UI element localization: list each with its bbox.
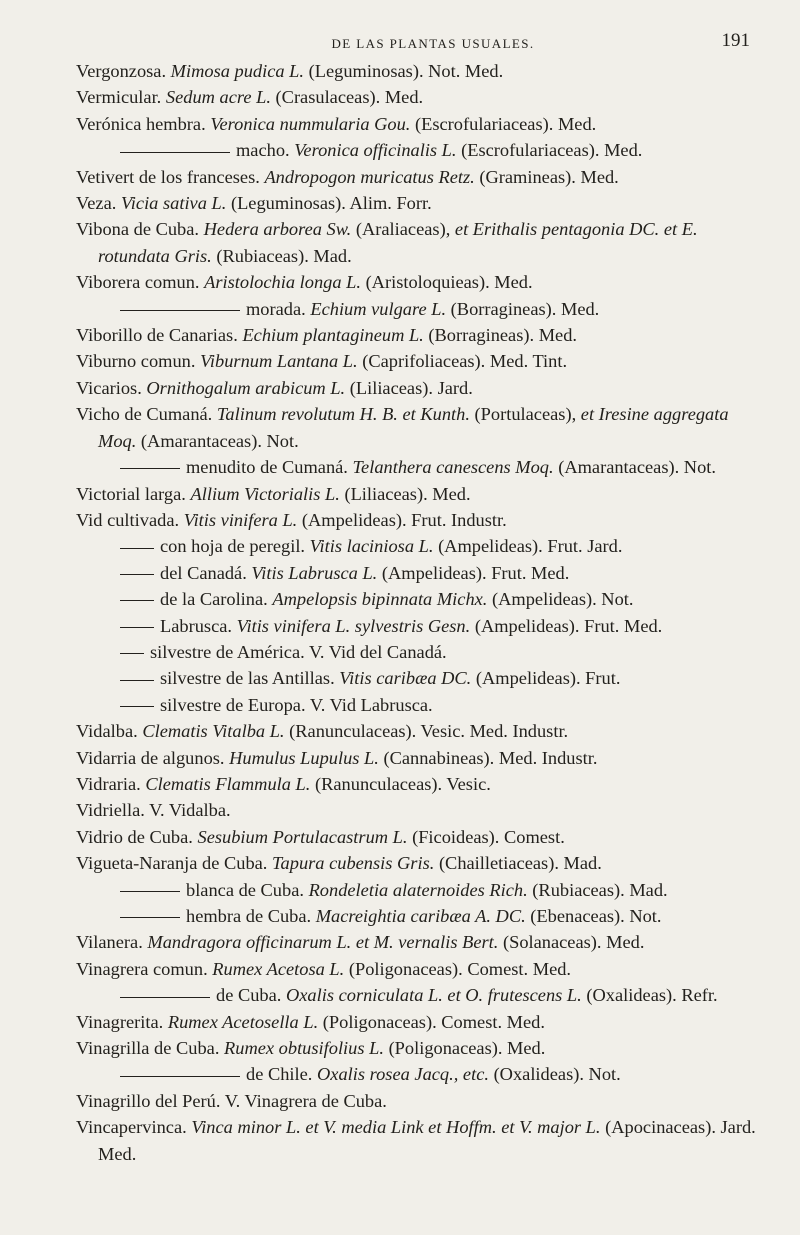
common-name: silvestre de las Antillas. <box>160 668 335 689</box>
common-name: Vicarios. <box>76 377 142 398</box>
common-name: Vinagrillo del Perú. <box>76 1090 221 1111</box>
ditto-dash <box>120 600 154 601</box>
plant-entry <box>76 1009 760 1035</box>
entry-notes: V. Vinagrera de Cuba. <box>224 1090 387 1111</box>
page-number: 191 <box>721 30 750 51</box>
species-name-extra: et Erithalis pentagonia DC. et E. rotundata Gris. <box>98 219 698 266</box>
plant-entry <box>76 1114 760 1167</box>
common-name: Vigueta-Naranja de Cuba. <box>76 853 268 874</box>
common-name: Vidrio de Cuba. <box>76 826 193 847</box>
plant-entry-ditto <box>76 903 760 929</box>
plant-entry <box>76 956 760 982</box>
species-name: Vitis caribæa DC. <box>339 668 472 689</box>
common-name: Vermicular. <box>76 87 162 108</box>
common-name: menudito de Cumaná. <box>186 457 348 478</box>
entry-notes: (Leguminosas). Alim. Forr. <box>230 193 432 214</box>
common-name: de Cuba. <box>216 985 282 1006</box>
plant-entry <box>76 58 760 84</box>
entry-notes: (Solanaceas). Med. <box>502 932 645 953</box>
common-name: Vidraria. <box>76 773 141 794</box>
plant-entry-ditto <box>76 533 760 559</box>
entry-notes: (Borragineas). Med. <box>428 325 577 346</box>
entry-notes: (Apocinaceas). Jard. Med. <box>98 1117 756 1164</box>
entry-notes: (Amarantaceas). Not. <box>558 457 716 478</box>
common-name: Vid cultivada. <box>76 509 180 530</box>
entry-notes: (Crasulaceas). Med. <box>275 87 424 108</box>
ditto-dash <box>120 997 210 998</box>
species-name: Andropogon muricatus Retz. <box>264 166 475 187</box>
entry-notes: (Liliaceas). Med. <box>344 483 471 504</box>
entry-notes: (Escrofulariaceas). Med. <box>415 113 597 134</box>
ditto-dash <box>120 891 180 892</box>
ditto-dash <box>120 574 154 575</box>
plant-entry <box>76 401 760 454</box>
common-name: Vincapervinca. <box>76 1117 187 1138</box>
plant-entry-ditto <box>76 877 760 903</box>
species-name: Sedum acre L. <box>165 87 271 108</box>
ditto-dash <box>120 706 154 707</box>
species-name: Vitis Labrusca L. <box>251 562 378 583</box>
plant-entry-ditto <box>76 560 760 586</box>
common-name: Vergonzosa. <box>76 61 167 81</box>
species-name: Veronica officinalis L. <box>294 140 457 161</box>
entry-notes: (Portulaceas), <box>474 404 577 425</box>
plant-entry <box>76 1088 760 1114</box>
species-name: Hedera arborea Sw. <box>203 219 352 240</box>
entry-notes: (Ranunculaceas). Vesic. Med. Industr. <box>289 721 569 742</box>
common-name: hembra de Cuba. <box>186 906 312 926</box>
common-name: silvestre de Europa. <box>160 694 306 715</box>
entry-notes: (Poligonaceas). Med. <box>388 1038 546 1059</box>
plant-entry-ditto <box>76 692 760 718</box>
species-name: Echium plantagineum L. <box>242 325 424 346</box>
ditto-dash <box>120 917 180 918</box>
common-name: Vidalba. <box>76 721 138 742</box>
species-name: Vitis vinifera L. sylvestris Gesn. <box>236 615 471 636</box>
ditto-dash <box>120 310 240 311</box>
plant-entry <box>76 1035 760 1061</box>
entry-notes-tail: (Amarantaceas). Not. <box>140 430 299 451</box>
plant-entry <box>76 164 760 190</box>
common-name: blanca de Cuba. <box>186 879 304 900</box>
entry-notes: (Leguminosas). Not. Med. <box>308 61 504 81</box>
common-name: Viborera comun. <box>76 272 200 293</box>
species-name: Vicia sativa L. <box>120 193 227 214</box>
common-name: silvestre de América. <box>150 641 305 662</box>
species-name: Talinum revolutum H. B. et Kunth. <box>216 404 470 425</box>
plant-entry <box>76 322 760 348</box>
plant-entry <box>76 797 760 823</box>
plant-entry <box>76 718 760 744</box>
species-name: Ampelopsis bipinnata Michx. <box>272 589 488 610</box>
species-name: Rumex obtusifolius L. <box>224 1038 384 1059</box>
species-name: Aristolochia longa L. <box>204 272 361 293</box>
common-name: Viburno comun. <box>76 351 196 372</box>
ditto-dash <box>120 627 154 628</box>
species-name: Ornithogalum arabicum L. <box>146 377 346 398</box>
entry-notes: (Chailletiaceas). Mad. <box>438 853 602 874</box>
entry-notes: (Poligonaceas). Comest. Med. <box>348 958 572 979</box>
common-name: Labrusca. <box>160 615 232 636</box>
common-name: Vicho de Cumaná. <box>76 404 213 425</box>
entry-notes: (Liliaceas). Jard. <box>349 377 473 398</box>
entry-notes: (Ampelideas). Frut. Jard. <box>438 536 623 557</box>
entry-notes: (Gramineas). Med. <box>479 166 619 187</box>
plant-entry-ditto <box>76 982 760 1008</box>
common-name: Viborillo de Canarias. <box>76 325 238 346</box>
common-name: de la Carolina. <box>160 589 268 610</box>
species-name: Clematis Flammula L. <box>145 773 311 794</box>
entry-notes: (Oxalideas). Not. <box>493 1064 621 1085</box>
species-name: Vinca minor L. et V. media Link et Hoffm. et V. major L. <box>191 1117 601 1138</box>
plant-entry <box>76 190 760 216</box>
plant-entry <box>76 507 760 533</box>
plant-entry <box>76 824 760 850</box>
ditto-dash <box>120 653 144 654</box>
entry-notes: (Ficoideas). Comest. <box>412 826 565 847</box>
species-name: Veronica nummularia Gou. <box>210 113 411 134</box>
ditto-dash <box>120 680 154 681</box>
species-name: Allium Victorialis L. <box>190 483 340 504</box>
plant-entry-ditto <box>76 1061 760 1087</box>
species-name: Telanthera canescens Moq. <box>352 457 554 478</box>
common-name: Victorial larga. <box>76 483 186 504</box>
species-name: Rondeletia alaternoides Rich. <box>308 879 528 900</box>
common-name: macho. <box>236 140 290 161</box>
species-name: Echium vulgare L. <box>310 298 447 319</box>
running-title: DE LAS PLANTAS USUALES. <box>331 36 535 51</box>
plant-entry-list <box>76 58 760 1167</box>
entry-notes: (Aristoloquieas). Med. <box>365 272 533 293</box>
species-name: Viburnum Lantana L. <box>200 351 358 372</box>
ditto-dash <box>120 152 230 153</box>
common-name: Vibona de Cuba. <box>76 219 200 240</box>
entry-notes-tail: (Rubiaceas). Mad. <box>216 245 352 266</box>
plant-entry <box>76 771 760 797</box>
ditto-dash <box>120 468 180 469</box>
entry-notes: (Cannabineas). Med. Industr. <box>383 747 598 768</box>
entry-notes: (Rubiaceas). Mad. <box>532 879 668 900</box>
species-name: Oxalis rosea Jacq., etc. <box>317 1064 489 1085</box>
entry-notes: (Caprifoliaceas). Med. Tint. <box>362 351 568 372</box>
species-name: Vitis laciniosa L. <box>309 536 434 557</box>
entry-notes: V. Vid Labrusca. <box>309 694 433 715</box>
entry-notes: (Ranunculaceas). Vesic. <box>315 773 491 794</box>
plant-entry <box>76 375 760 401</box>
plant-entry <box>76 84 760 110</box>
entry-notes: V. Vidalba. <box>149 800 231 821</box>
plant-entry-ditto <box>76 454 760 480</box>
ditto-dash <box>120 548 154 549</box>
entry-notes: (Araliaceas), <box>355 219 451 240</box>
plant-entry <box>76 348 760 374</box>
entry-notes: (Ampelideas). Not. <box>492 589 634 610</box>
plant-entry <box>76 111 760 137</box>
ditto-dash <box>120 1076 240 1077</box>
plant-entry-ditto <box>76 586 760 612</box>
common-name: morada. <box>246 298 306 319</box>
entry-notes: (Ampelideas). Frut. Med. <box>474 615 663 636</box>
species-name: Humulus Lupulus L. <box>229 747 379 768</box>
plant-entry-ditto <box>76 137 760 163</box>
entry-notes: (Ampelideas). Frut. Med. <box>381 562 570 583</box>
entry-notes: (Oxalideas). Refr. <box>586 985 718 1006</box>
plant-entry <box>76 481 760 507</box>
plant-entry <box>76 850 760 876</box>
common-name: con hoja de peregil. <box>160 536 306 557</box>
species-name: Tapura cubensis Gris. <box>272 853 435 874</box>
entry-notes: (Poligonaceas). Comest. Med. <box>322 1011 545 1032</box>
plant-entry <box>76 745 760 771</box>
species-name: Mandragora officinarum L. et M. vernalis Bert. <box>147 932 499 953</box>
common-name: Vilanera. <box>76 932 143 953</box>
entry-notes: (Ampelideas). Frut. <box>475 668 621 689</box>
plant-entry-ditto <box>76 613 760 639</box>
common-name: Verónica hembra. <box>76 113 206 134</box>
common-name: Vidriella. <box>76 800 145 821</box>
common-name: Vinagrera comun. <box>76 958 208 979</box>
plant-entry-ditto <box>76 639 760 665</box>
entry-notes: (Ampelideas). Frut. Industr. <box>301 509 507 530</box>
species-name: Macreightia caribæa A. DC. <box>315 906 526 926</box>
entry-notes: V. Vid del Canadá. <box>309 641 447 662</box>
entry-notes: (Escrofulariaceas). Med. <box>461 140 643 161</box>
species-name-extra: et Iresine aggregata Moq. <box>98 404 729 451</box>
common-name: Vidarria de algunos. <box>76 747 225 768</box>
species-name: Rumex Acetosa L. <box>212 958 345 979</box>
plant-entry-ditto <box>76 296 760 322</box>
plant-entry <box>76 269 760 295</box>
common-name: Veza. <box>76 193 117 214</box>
entry-notes: (Ebenaceas). Not. <box>530 906 662 926</box>
plant-entry <box>76 929 760 955</box>
plant-entry-ditto <box>76 665 760 691</box>
common-name: de Chile. <box>246 1064 313 1085</box>
species-name: Clematis Vitalba L. <box>142 721 285 742</box>
species-name: Vitis vinifera L. <box>183 509 298 530</box>
species-name: Mimosa pudica L. <box>170 61 305 81</box>
common-name: Vetivert de los franceses. <box>76 166 260 187</box>
species-name: Sesubium Portulacastrum L. <box>197 826 408 847</box>
common-name: del Canadá. <box>160 562 247 583</box>
species-name: Rumex Acetosella L. <box>167 1011 319 1032</box>
common-name: Vinagrilla de Cuba. <box>76 1038 220 1059</box>
common-name: Vinagrerita. <box>76 1011 164 1032</box>
species-name: Oxalis corniculata L. et O. frutescens L. <box>285 985 582 1006</box>
entry-notes: (Borragineas). Med. <box>450 298 600 319</box>
running-head <box>76 30 760 54</box>
plant-entry <box>76 216 760 269</box>
